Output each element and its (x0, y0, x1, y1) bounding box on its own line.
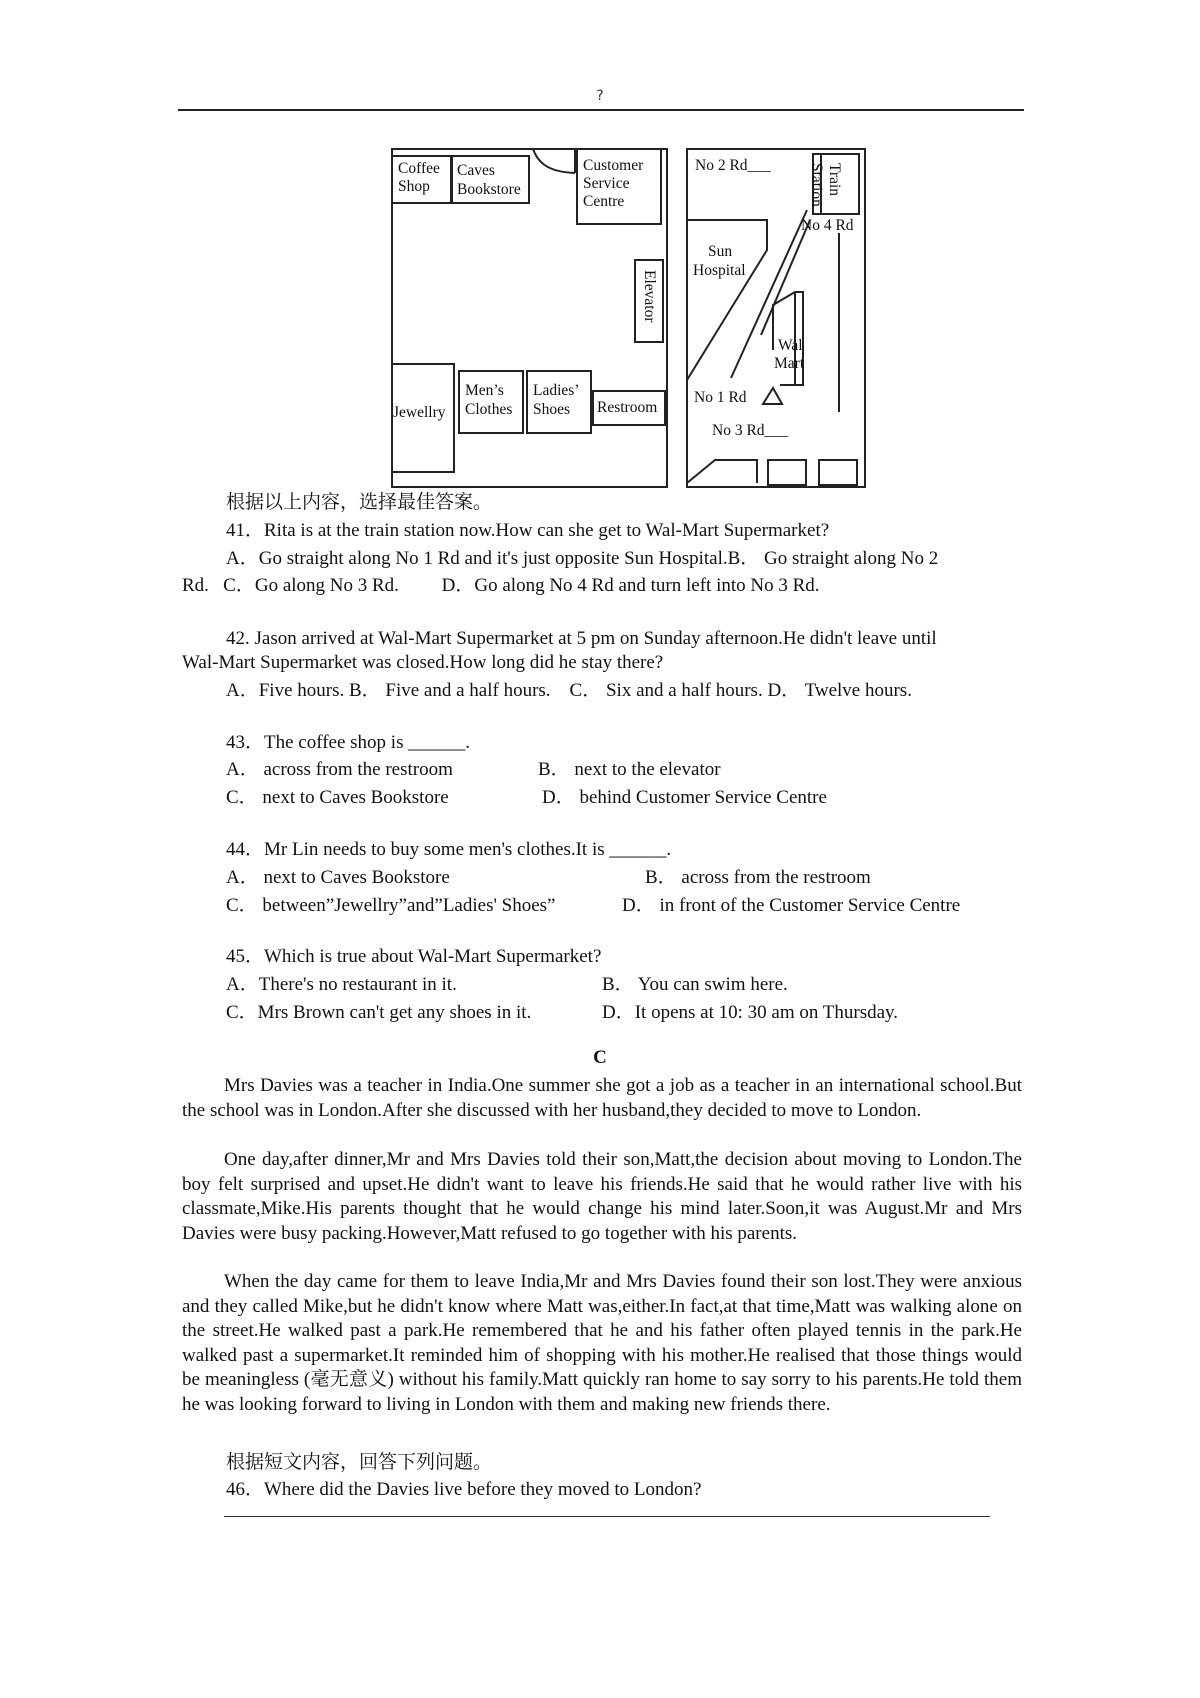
map-wal-mart-label-1: Wal (778, 337, 803, 354)
header-mark: ? (596, 88, 604, 104)
map-wal-mart-label-2: Mart (774, 355, 805, 372)
instruction-2: 根据短文内容，回答下列问题。 (226, 1452, 493, 1473)
q41-options-line-1: A．Go straight along No 1 Rd and it's just opposite Sun Hospital.B． Go straight along No 2 (226, 548, 939, 569)
q43-option-b: B． next to the elevator (538, 759, 721, 780)
map-train-station-label-2: Station (808, 163, 825, 207)
map-customer-service-label-2: Service (583, 175, 630, 192)
q43-option-d: D． behind Customer Service Centre (542, 787, 827, 808)
header-rule (178, 109, 1024, 111)
q45-stem: 45．Which is true about Wal-Mart Supermarket? (226, 946, 602, 967)
map-no1-rd-label: No 1 Rd (694, 389, 747, 406)
q41-stem: 41．Rita is at the train station now.How can she get to Wal-Mart Supermarket? (226, 520, 830, 541)
q43-stem: 43．The coffee shop is ______. (226, 732, 470, 753)
map-no4-rd-label: No 4 Rd (801, 217, 854, 234)
map-mens-clothes-label-1: Men’s (465, 382, 504, 399)
q45-option-b: B． You can swim here. (602, 974, 788, 995)
map-ladies-shoes-label-1: Ladies’ (533, 382, 580, 399)
q42-stem-line-2: Wal-Mart Supermarket was closed.How long did he stay there? (182, 652, 664, 673)
q44-option-c: C． between”Jewellry”and”Ladies' Shoes” (226, 895, 556, 916)
map-elevator-label: Elevator (641, 270, 658, 323)
map-mens-clothes-label-2: Clothes (465, 401, 513, 418)
map-bookstore-label-2: Bookstore (457, 181, 521, 198)
q45-option-c: C．Mrs Brown can't get any shoes in it. (226, 1002, 532, 1023)
q43-option-a: A． across from the restroom (226, 759, 453, 780)
q44-option-b: B． across from the restroom (645, 867, 871, 888)
q44-option-d: D． in front of the Customer Service Centre (622, 895, 961, 916)
map-coffee-shop-label-1: Coffee (398, 160, 440, 177)
map-customer-service-label-1: Customer (583, 157, 644, 174)
map-ladies-shoes-label-2: Shoes (533, 401, 571, 418)
map-train-station-label-1: Train (826, 163, 843, 197)
q45-option-a: A．There's no restaurant in it. (226, 974, 457, 995)
q45-option-d: D．It opens at 10: 30 am on Thursday. (602, 1002, 899, 1023)
q44-option-a: A． next to Caves Bookstore (226, 867, 450, 888)
q43-option-c: C． next to Caves Bookstore (226, 787, 449, 808)
map-sun-hospital-label-2: Hospital (693, 262, 746, 279)
map-restroom-label: Restroom (597, 399, 658, 416)
q46-answer-line[interactable] (224, 1516, 990, 1517)
q46-stem: 46．Where did the Davies live before they moved to London? (226, 1479, 702, 1500)
map-customer-service-label-3: Centre (583, 193, 625, 210)
passage-paragraph-3: When the day came for them to leave India,Mr and Mrs Davies found their son lost.They were anxious and they called Mike,but he didn't know where Matt was,either.In fact,at that time,Matt was walking alone on the street.He walked past a park.He remembered that he and his father often played tennis in the park.He walked past a supermarket.It reminded him of shopping with his mother.He realised that those things would be meaningless (毫无意义) without his family.Matt quickly ran home to say sorry to his parents.He told them he was looking forward to living in London with them and making new friends there. (182, 1271, 1022, 1415)
passage-paragraph-2: One day,after dinner,Mr and Mrs Davies told their son,Matt,the decision about moving to London.The boy felt surprised and upset.He didn't want to leave his friends.He said that he would rather live with his classmate,Mike.His parents thought that he would change his mind later.Soon,it was August.Mr and Mrs Davies were busy packing.However,Matt refused to go together with his parents. (182, 1149, 1022, 1244)
map-no3-rd-label: No 3 Rd___ (712, 422, 788, 439)
map-no2-rd-label: No 2 Rd___ (695, 157, 771, 174)
section-c-heading: C (593, 1047, 607, 1068)
map-bookstore-label-1: Caves (457, 162, 495, 179)
q41-options-line-2: Rd. C．Go along No 3 Rd. D．Go along No 4 Rd and turn left into No 3 Rd. (182, 575, 820, 596)
map-coffee-shop-label-2: Shop (398, 178, 430, 195)
map-figure (385, 140, 870, 500)
passage-paragraph-1: Mrs Davies was a teacher in India.One summer she got a job as a teacher in an international school.But the school was in London.After she discussed with her husband,they decided to move to London. (182, 1075, 1022, 1121)
q42-options: A．Five hours. B． Five and a half hours. C． Six and a half hours. D． Twelve hours. (226, 680, 912, 701)
map-sun-hospital-label-1: Sun (708, 243, 733, 260)
map-jewellry-label: Jewellry (393, 404, 446, 421)
q42-stem-line-1: 42. Jason arrived at Wal-Mart Supermarket at 5 pm on Sunday afternoon.He didn't leave until (226, 628, 937, 649)
q44-stem: 44．Mr Lin needs to buy some men's clothes.It is ______. (226, 839, 672, 860)
instruction-1: 根据以上内容，选择最佳答案。 (226, 492, 493, 513)
